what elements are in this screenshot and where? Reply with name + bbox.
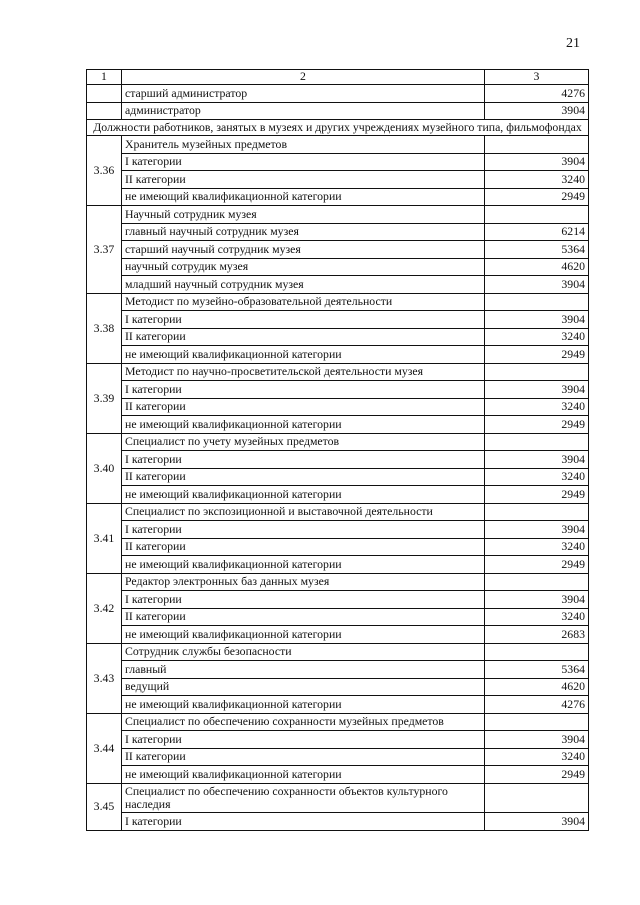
position-name: научный сотрудик музея [122,258,485,276]
salary-value: 3904 [485,521,589,539]
table-row [87,398,589,416]
position-name: главный [122,661,485,679]
group-title: Специалист по экспозиционной и выставочной деятельности [122,503,485,521]
salary-value: 2949 [485,188,589,206]
salary-value: 3240 [485,171,589,189]
salary-value-empty [485,136,589,154]
group-number: 3.43 [87,643,122,713]
group-title-row [87,206,589,224]
position-name: I категории [122,451,485,469]
salary-value: 5364 [485,661,589,679]
position-name: администратор [122,102,485,120]
table-row [87,748,589,766]
salary-table [86,69,589,831]
row-number-cell [87,85,122,103]
position-name: I категории [122,731,485,749]
salary-value: 3904 [485,276,589,294]
group-number: 3.38 [87,293,122,363]
column-header: 1 [87,70,122,85]
salary-value: 3904 [485,451,589,469]
salary-value: 2949 [485,556,589,574]
group-title-row [87,363,589,381]
position-name: не имеющий квалификационной категории [122,556,485,574]
salary-value: 2683 [485,626,589,644]
table-row [87,608,589,626]
table-row [87,556,589,574]
salary-value: 3904 [485,102,589,120]
salary-value: 5364 [485,241,589,259]
salary-value: 3240 [485,538,589,556]
header-row [87,70,589,85]
position-name: II категории [122,171,485,189]
salary-value: 3904 [485,153,589,171]
group-title-row [87,643,589,661]
position-name: II категории [122,748,485,766]
section-title: Должности работников, занятых в музеях и других учреждениях музейного типа, фильмофондах [87,120,589,136]
table-row [87,451,589,469]
salary-value: 3240 [485,468,589,486]
position-name: I категории [122,521,485,539]
table-row [87,661,589,679]
position-name: II категории [122,608,485,626]
table-row [87,171,589,189]
column-header: 2 [122,70,485,85]
group-title: Редактор электронных баз данных музея [122,573,485,591]
position-name: не имеющий квалификационной категории [122,346,485,364]
table-row [87,188,589,206]
group-number: 3.45 [87,783,122,830]
group-title: Научный сотрудник музея [122,206,485,224]
position-name: не имеющий квалификационной категории [122,696,485,714]
position-name: старший научный сотрудник музея [122,241,485,259]
salary-value: 3240 [485,398,589,416]
table-body [87,70,589,831]
position-name: I категории [122,153,485,171]
group-title-row [87,783,589,812]
table-row [87,538,589,556]
salary-value-empty [485,783,589,812]
position-name: не имеющий квалификационной категории [122,486,485,504]
group-title: Хранитель музейных предметов [122,136,485,154]
position-name: I категории [122,813,485,831]
table-row [87,766,589,784]
table-row [87,731,589,749]
table-row [87,328,589,346]
salary-value-empty [485,363,589,381]
position-name: II категории [122,468,485,486]
group-number: 3.41 [87,503,122,573]
group-number: 3.36 [87,136,122,206]
table-row [87,258,589,276]
salary-value: 2949 [485,486,589,504]
position-name: ведущий [122,678,485,696]
position-name: не имеющий квалификационной категории [122,188,485,206]
group-title-row [87,433,589,451]
table-row [87,102,589,120]
salary-value: 3904 [485,591,589,609]
group-title: Специалист по обеспечению сохранности музейных предметов [122,713,485,731]
salary-value: 6214 [485,223,589,241]
salary-value-empty [485,573,589,591]
salary-value: 3904 [485,311,589,329]
column-header: 3 [485,70,589,85]
position-name: I категории [122,381,485,399]
position-name: старший администратор [122,85,485,103]
position-name: II категории [122,538,485,556]
table-row [87,468,589,486]
section-row [87,120,589,136]
salary-value: 3904 [485,381,589,399]
table-row [87,416,589,434]
group-number: 3.42 [87,573,122,643]
row-number-cell [87,102,122,120]
salary-value: 4620 [485,258,589,276]
table-row [87,223,589,241]
salary-value: 2949 [485,346,589,364]
group-number: 3.44 [87,713,122,783]
group-number: 3.40 [87,433,122,503]
salary-value-empty [485,713,589,731]
group-number: 3.39 [87,363,122,433]
salary-value: 4620 [485,678,589,696]
group-number: 3.37 [87,206,122,294]
position-name: II категории [122,398,485,416]
group-title: Сотрудник службы безопасности [122,643,485,661]
table-row [87,85,589,103]
salary-value: 4276 [485,85,589,103]
position-name: не имеющий квалификационной категории [122,416,485,434]
table-row [87,678,589,696]
table-row [87,381,589,399]
salary-value: 3904 [485,731,589,749]
position-name: не имеющий квалификационной категории [122,626,485,644]
position-name: главный научный сотрудник музея [122,223,485,241]
group-title: Специалист по обеспечению сохранности объектов культурного наследия [122,783,485,812]
position-name: не имеющий квалификационной категории [122,766,485,784]
table-row [87,591,589,609]
salary-value: 3240 [485,748,589,766]
position-name: I категории [122,311,485,329]
table-row [87,276,589,294]
position-name: II категории [122,328,485,346]
group-title: Методист по музейно-образовательной деятельности [122,293,485,311]
group-title-row [87,713,589,731]
salary-value-empty [485,293,589,311]
table-row [87,241,589,259]
salary-value-empty [485,433,589,451]
table-row [87,153,589,171]
table-row [87,486,589,504]
group-title-row [87,503,589,521]
salary-value: 2949 [485,766,589,784]
table-row [87,813,589,831]
group-title: Специалист по учету музейных предметов [122,433,485,451]
position-name: I категории [122,591,485,609]
salary-value-empty [485,503,589,521]
salary-value: 4276 [485,696,589,714]
table-row [87,311,589,329]
salary-value: 2949 [485,416,589,434]
group-title: Методист по научно-просветительской деятельности музея [122,363,485,381]
salary-value: 3904 [485,813,589,831]
table-row [87,696,589,714]
salary-value-empty [485,206,589,224]
table-row [87,521,589,539]
salary-value: 3240 [485,328,589,346]
table-row [87,346,589,364]
salary-value-empty [485,643,589,661]
group-title-row [87,136,589,154]
group-title-row [87,573,589,591]
position-name: младший научный сотрудник музея [122,276,485,294]
table-row [87,626,589,644]
page-number: 21 [566,36,580,51]
salary-value: 3240 [485,608,589,626]
group-title-row [87,293,589,311]
